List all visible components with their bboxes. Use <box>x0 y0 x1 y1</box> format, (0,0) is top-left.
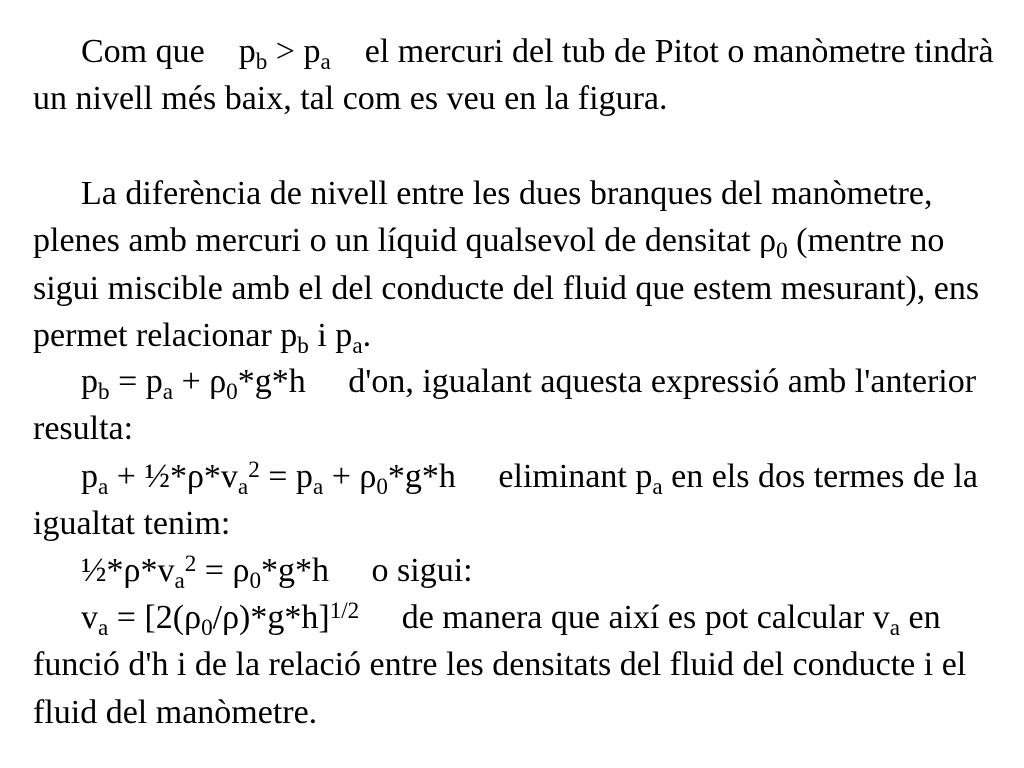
subscript: a <box>652 473 663 500</box>
subscript: a <box>98 614 109 641</box>
text-run: *g*h o sigui: <box>261 552 473 589</box>
text-run: de manera que així es pot calcular v <box>359 599 890 636</box>
text-run: *g*h d'on, igualant aquesta expressió amb l'anterior resulta: <box>33 363 985 448</box>
subscript: a <box>889 614 901 641</box>
para-level-difference <box>33 170 1008 359</box>
subscript: a <box>98 473 109 500</box>
text-run: = p <box>109 363 163 400</box>
subscript: 0 <box>226 378 238 405</box>
text-run: = [2(ρ <box>108 599 202 636</box>
text-run: en funció d'h i de la relació entre les densitats del fluid del conducte i el fluid del manòmetre. <box>33 599 975 731</box>
text-run: v <box>81 599 98 636</box>
subscript: 0 <box>201 614 213 641</box>
text-run: i p <box>308 316 353 354</box>
text-run: p <box>81 458 98 495</box>
text-run: La diferència de nivell entre les dues branques del manòmetre, plenes amb mercuri o un líquid qualsevol de densitat ρ <box>33 175 942 260</box>
text-run: Com que p <box>81 33 256 70</box>
text-run: *g*h eliminant p <box>387 458 653 495</box>
subscript: 0 <box>249 567 262 594</box>
text-run: (mentre no sigui miscible amb el del conducte del fluid que estem mesurant), ens permet relacionar p <box>33 222 988 354</box>
subscript: 0 <box>776 238 788 265</box>
text-run: = ρ <box>196 552 250 589</box>
subscript: 0 <box>376 473 388 500</box>
text-run: + ρ <box>323 458 377 495</box>
subscript: a <box>352 332 363 359</box>
superscript: 2 <box>184 550 197 577</box>
subscript: b <box>297 332 309 359</box>
subscript: b <box>98 378 110 405</box>
text-run: en els dos termes de la igualtat tenim: <box>33 458 987 543</box>
para-velocity-result <box>33 594 1008 736</box>
text-run: . <box>362 316 372 354</box>
text-run: = p <box>259 458 313 495</box>
text-run: p <box>81 363 98 400</box>
subscript: a <box>237 473 249 500</box>
para-simplified-equation <box>33 547 1008 594</box>
superscript: 1/2 <box>329 597 360 624</box>
para-pitot-intro <box>33 28 1008 123</box>
text-run: el mercuri del tub de Pitot o manòmetre tindrà un nivell més baix, tal com es veu en la figura. <box>33 33 1003 118</box>
subscript: a <box>312 473 324 500</box>
para-pressure-equation <box>33 358 1008 453</box>
para-bernoulli-equation <box>33 453 1008 548</box>
subscript: a <box>320 48 331 75</box>
subscript: a <box>162 378 174 405</box>
text-run: > p <box>267 33 321 70</box>
subscript: b <box>255 48 268 75</box>
superscript: 2 <box>248 456 260 483</box>
text-run: + ½*ρ*v <box>108 458 238 495</box>
text-run: /ρ)*g*h] <box>212 599 330 636</box>
text-run: ½*ρ*v <box>81 552 175 589</box>
text-run: + ρ <box>173 363 227 400</box>
subscript: a <box>174 567 185 594</box>
